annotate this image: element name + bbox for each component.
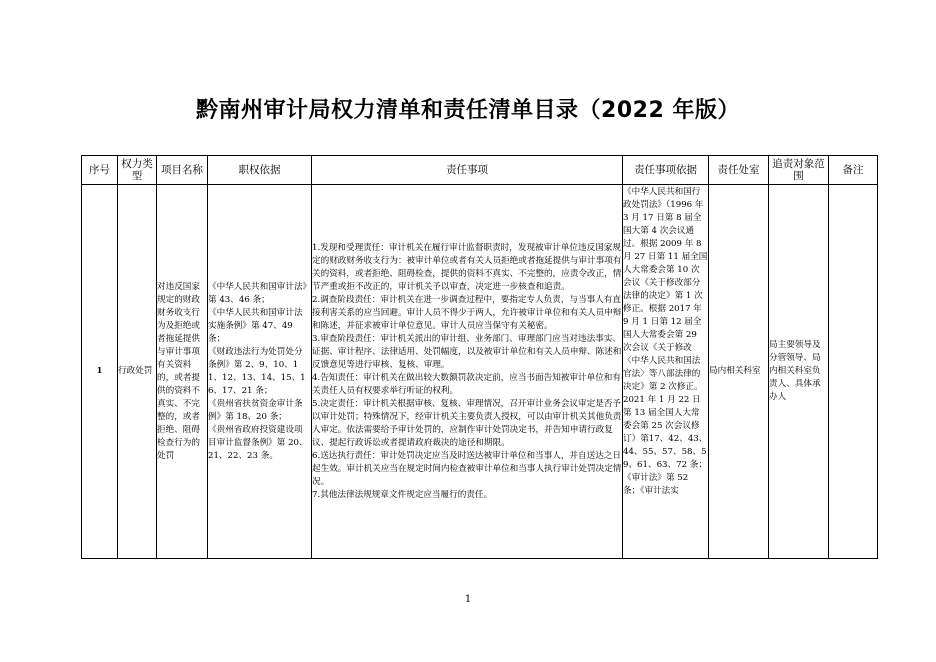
row-duties (312, 185, 623, 559)
duty-item: 4.告知责任：审计机关在做出较大数额罚款决定前，应当书面告知被审计单位和有关责任人员有权要求举行听证的权利。 (312, 372, 621, 396)
row-power-type: 行政处罚 (118, 185, 157, 559)
page-title: 黔南州审计局权力清单和责任清单目录（2022 年版） (196, 98, 740, 123)
row-dept: 局内相关科室 (709, 185, 769, 559)
header-power-type: 权力类型 (118, 156, 157, 185)
header-dept: 责任处室 (709, 156, 769, 185)
basis-line: 《中华人民共和国审计法》第 43、46 条； (208, 281, 307, 305)
basis-line: 《中华人民共和国审计法实施条例》第 47、49 条； (208, 307, 303, 344)
header-duty-basis: 责任事项依据 (623, 156, 709, 185)
duty-item: 1.发现和受理责任：审计机关在履行审计监督职责时，发现被审计单位违反国家规定的财政财务收支行为：被审计单位或者有关人员拒绝或者拖延提供与审计事项有关的资料，或者拒绝、阻碍检查，提供的资料不真实、不完整的，应责令改正，情节严重或拒不改正的，审计机关予以审查，决定进一步核查和追责。 (312, 242, 622, 292)
duty-item: 7.其他法律法规规章文件规定应当履行的责任。 (312, 489, 493, 500)
header-seq: 序号 (82, 156, 118, 185)
row-basis (208, 185, 312, 559)
header-item-name: 项目名称 (157, 156, 208, 185)
power-responsibility-table (81, 155, 878, 559)
row-accountability: 局主要领导及分管领导、局内相关科室负责人、具体承办人 (769, 185, 829, 559)
basis-line: 《贵州省政府投资建设项目审计监督条例》第 20、21、22、23 条。 (208, 424, 308, 461)
duty-basis-text: 《中华人民共和国行政处罚法》（1996 年 3 月 17 日第 8 届全国大第 4 次会议通过。根据 2009 年 8 月 27 日第 11 届全国人大常委会第 10 次会议《关于修改部分法律的决定》第 1 次修正。根据 2017 年 9 月 1 日第 12 届全国人大常委会第 29 次会议《关于修改〈中华人民共和国法官法〉等八部法律的决定》第 2 次修正。2021 年 1 月 22 日第 13 届全国人大常委会第 25 次会议修订）第17、42、43、44、55、57、58、59、61、63、72 条；《审计法》第 52 条；《审计法实 (623, 186, 708, 496)
header-basis: 职权依据 (208, 156, 312, 185)
header-accountability: 追责对象范围 (769, 156, 829, 185)
header-remarks: 备注 (829, 156, 878, 185)
basis-line: 《财政违法行为处罚处分条例》第 2、9、10、11、12、13、14、15、16、17、21 条； (208, 346, 306, 396)
header-duties: 责任事项 (312, 156, 623, 185)
row-item-name: 对违反国家规定的财政财务收支行为及拒绝或者拖延提供与审计事项有关资料的，或者提供的资料不真实、不完整的，或者拒绝、阻碍检查行为的处罚 (157, 185, 208, 559)
table-header-row (82, 156, 878, 185)
basis-line: 《贵州省扶贫资金审计条例》第 18、20 条； (208, 398, 303, 422)
table-row (82, 185, 878, 559)
row-seq: 1 (82, 185, 118, 559)
row-remarks (829, 185, 878, 559)
page-number: 1 (464, 594, 472, 605)
duty-item: 6.送达执行责任：审计处罚决定应当及时送达被审计单位和当事人，并自送达之日起生效。审计机关应当在规定时间内检查被审计单位和当事人执行审计处罚决定情况。 (312, 450, 622, 487)
duty-item: 3.审查阶段责任：审计机关派出的审计组、业务部门、审理部门应当对违法事实、证据、审计程序、法律适用、处罚幅度，以及被审计单位和有关人员申辩、陈述和反馈意见等进行审核、复核、审理。 (312, 333, 622, 370)
row-duty-basis (623, 185, 709, 559)
duty-item: 5.决定责任：审计机关根据审核、复核、审理情况，召开审计业务会议审定是否予以审计处罚；特殊情况下，经审计机关主要负责人授权，可以由审计机关其他负责人审定。依法需要给予审计处罚的，应制作审计处罚决定书，并告知申请行政复议、提起行政诉讼或者提请政府裁决的途径和期限。 (312, 398, 622, 448)
duty-item: 2.调查阶段责任：审计机关在进一步调查过程中，要指定专人负责，与当事人有直接利害关系的应当回避。审计人员不得少于两人，允许被审计单位和有关人员申辩和陈述，并征求被审计单位意见。审计人员应当保守有关秘密。 (312, 294, 622, 331)
